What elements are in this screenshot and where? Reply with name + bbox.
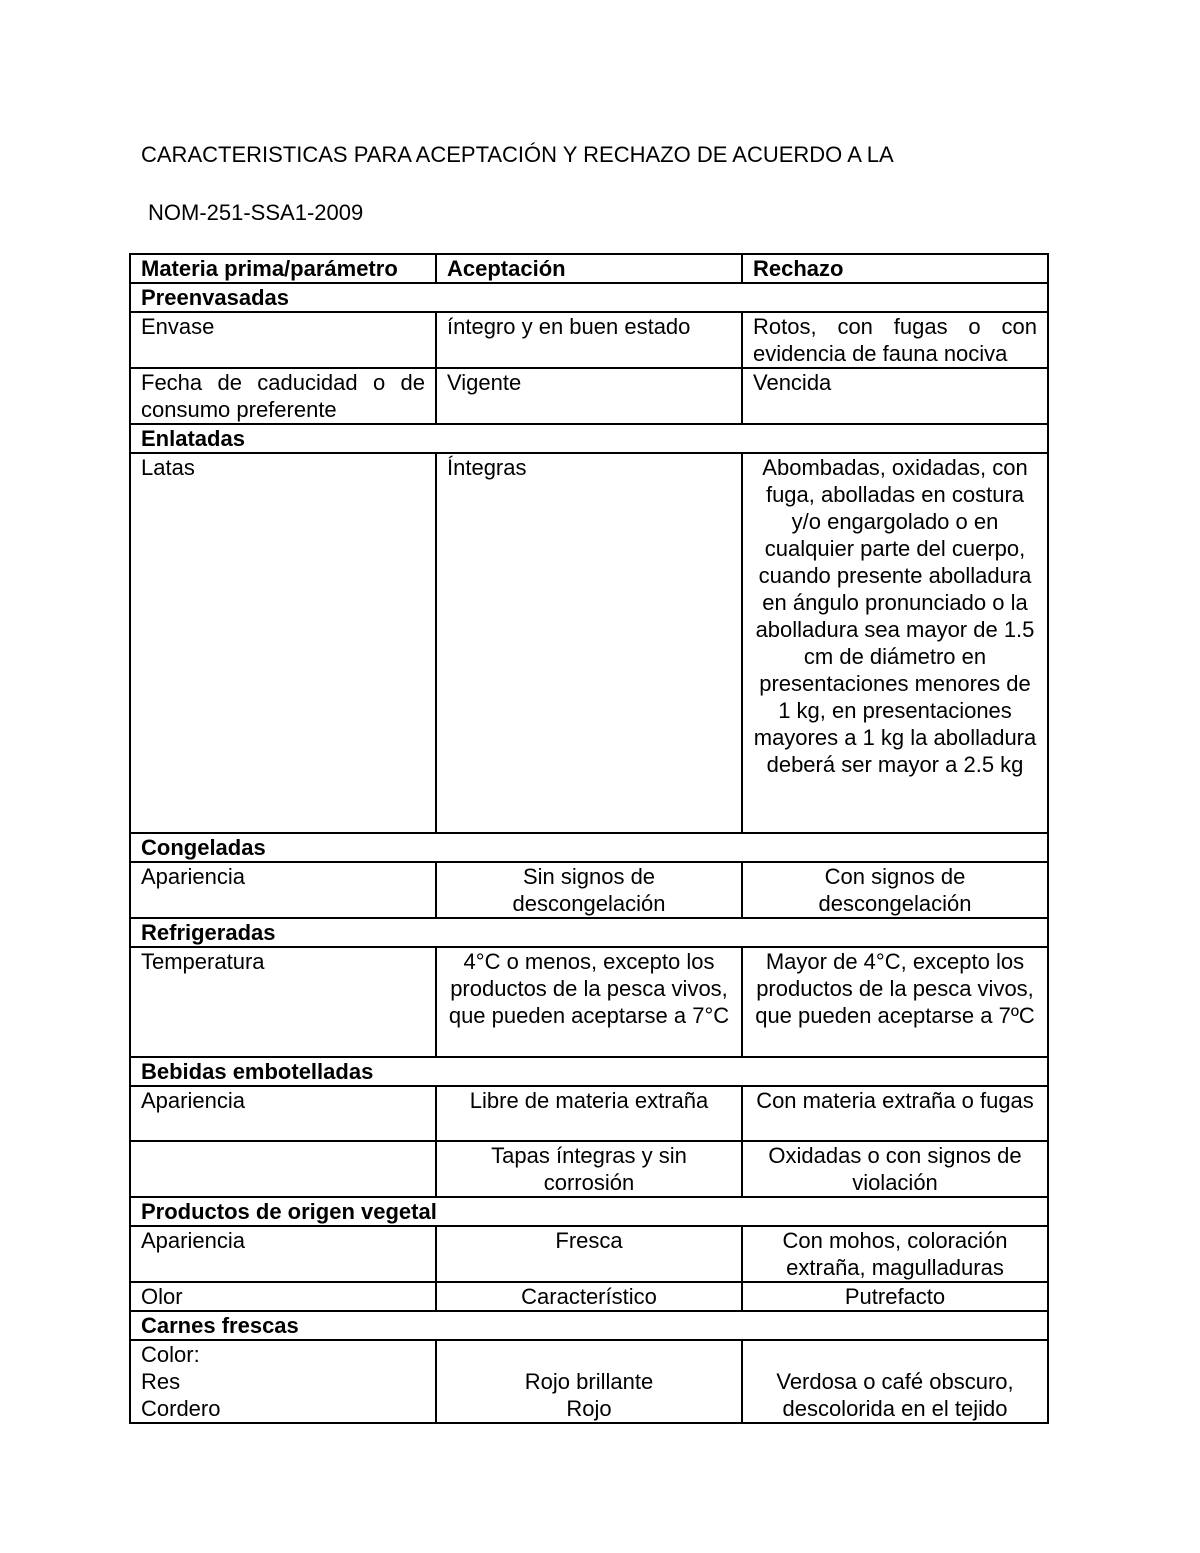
accept-cell: Tapas íntegras y sin corrosión (436, 1141, 742, 1197)
reject-cell: Con signos de descongelación (742, 862, 1048, 918)
table-row (130, 1226, 1048, 1282)
accept-cell (436, 1340, 742, 1423)
reject-line (753, 1341, 1037, 1368)
accept-line: Rojo (566, 1396, 612, 1421)
section-vegetal: Productos de origen vegetal (130, 1197, 1048, 1226)
reject-line: descolorida en el tejido (782, 1396, 1008, 1421)
param-line: Cordero (141, 1396, 221, 1421)
param-cell: Fecha de caducidad o de consumo preferente (130, 368, 436, 424)
reject-cell: Rotos, con fugas o con evidencia de fauna nociva (742, 312, 1048, 368)
param-cell: Apariencia (130, 1226, 436, 1282)
param-cell: Apariencia (130, 862, 436, 918)
document-subtitle: NOM-251-SSA1-2009 (148, 200, 364, 225)
table-row (130, 1340, 1048, 1423)
reject-cell: Mayor de 4°C, excepto los productos de la pesca vivos, que pueden aceptarse a 7ºC (742, 947, 1048, 1057)
reject-cell: Abombadas, oxidadas, con fuga, abolladas en costura y/o engargolado o en cualquier parte del cuerpo, cuando presente abolladura en ángulo pronunciado o la abolladura sea mayor de 1.5 cm de diámetro en presentaciones menores de 1 kg, en presentaciones mayores a 1 kg la abolladura deberá ser mayor a 2.5 kg (742, 453, 1048, 833)
table-row (130, 453, 1048, 833)
section-bebidas: Bebidas embotelladas (130, 1057, 1048, 1086)
section-enlatadas: Enlatadas (130, 424, 1048, 453)
param-cell: Latas (130, 453, 436, 833)
header-parameter: Materia prima/parámetro (130, 254, 436, 283)
section-carnes: Carnes frescas (130, 1311, 1048, 1340)
reject-cell: Con materia extraña o fugas (742, 1086, 1048, 1141)
accept-cell: Característico (436, 1282, 742, 1311)
table-row (130, 947, 1048, 1057)
param-line: Color: (141, 1342, 200, 1367)
param-cell: Envase (130, 312, 436, 368)
section-refrigeradas: Refrigeradas (130, 918, 1048, 947)
accept-cell: Libre de materia extraña (436, 1086, 742, 1141)
header-rejection: Rechazo (742, 254, 1048, 283)
accept-cell: Vigente (436, 368, 742, 424)
table-row (130, 368, 1048, 424)
acceptance-rejection-table (129, 253, 1049, 1424)
section-row (130, 1197, 1048, 1226)
reject-cell: Putrefacto (742, 1282, 1048, 1311)
reject-cell: Vencida (742, 368, 1048, 424)
accept-line (447, 1341, 731, 1368)
section-row (130, 283, 1048, 312)
table-row (130, 862, 1048, 918)
section-row (130, 833, 1048, 862)
reject-line: Verdosa o café obscuro, (776, 1369, 1014, 1394)
accept-cell: Fresca (436, 1226, 742, 1282)
param-cell: Olor (130, 1282, 436, 1311)
reject-cell: Oxidadas o con signos de violación (742, 1141, 1048, 1197)
section-row (130, 424, 1048, 453)
param-cell (130, 1340, 436, 1423)
accept-cell: íntegro y en buen estado (436, 312, 742, 368)
param-cell: Apariencia (130, 1086, 436, 1141)
section-row (130, 918, 1048, 947)
table-row (130, 1141, 1048, 1197)
param-cell (130, 1141, 436, 1197)
table-row (130, 312, 1048, 368)
accept-line: Rojo brillante (524, 1369, 654, 1394)
section-preenvasadas: Preenvasadas (130, 283, 1048, 312)
param-line: Res (141, 1369, 181, 1394)
accept-cell: 4°C o menos, excepto los productos de la pesca vivos, que pueden aceptarse a 7°C (436, 947, 742, 1057)
document-title: CARACTERISTICAS PARA ACEPTACIÓN Y RECHAZO DE ACUERDO A LA (141, 142, 894, 167)
section-congeladas: Congeladas (130, 833, 1048, 862)
accept-cell: Íntegras (436, 453, 742, 833)
section-row (130, 1311, 1048, 1340)
table-row (130, 1086, 1048, 1141)
section-row (130, 1057, 1048, 1086)
param-cell: Temperatura (130, 947, 436, 1057)
reject-cell (742, 1340, 1048, 1423)
table-row (130, 1282, 1048, 1311)
table-header-row (130, 254, 1048, 283)
accept-cell: Sin signos de descongelación (436, 862, 742, 918)
reject-cell: Con mohos, coloración extraña, magulladuras (742, 1226, 1048, 1282)
header-acceptance: Aceptación (436, 254, 742, 283)
